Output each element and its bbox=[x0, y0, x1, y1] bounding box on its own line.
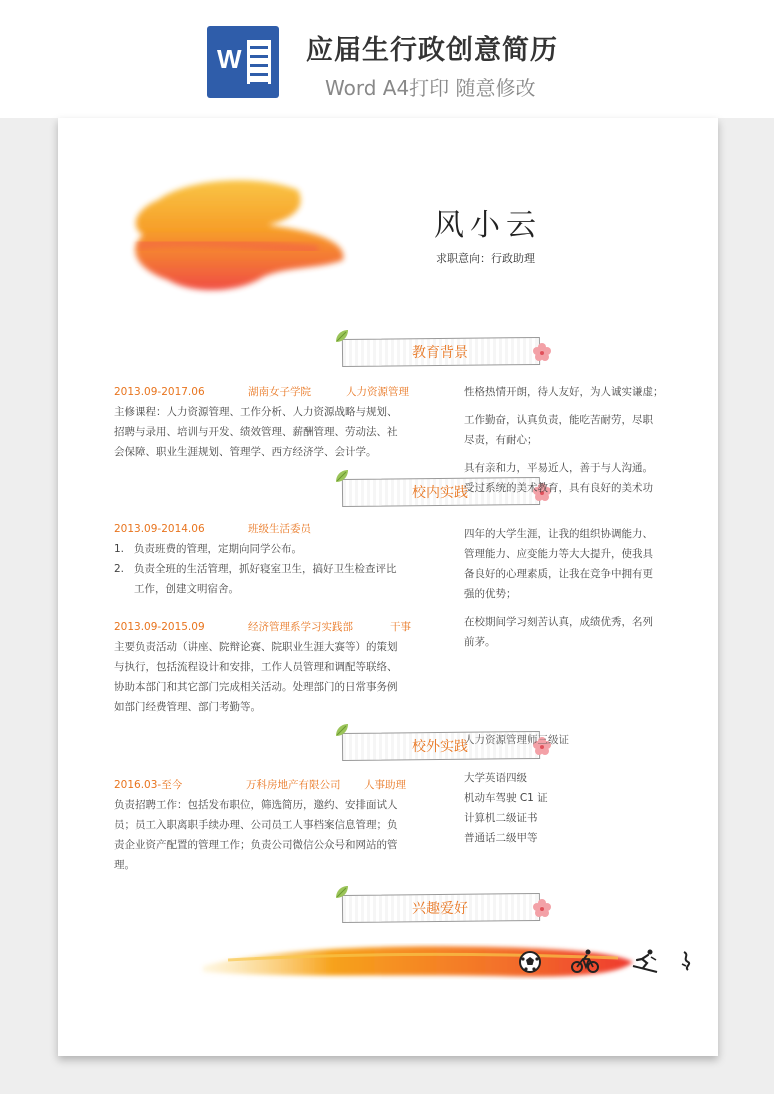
candidate-name: 风小云 bbox=[434, 208, 542, 243]
cert-2: 大学英语四级 bbox=[464, 772, 527, 784]
external-date: 2016.03-至今 bbox=[114, 779, 183, 791]
self-eval-9: 强的优势； bbox=[464, 588, 517, 600]
job-intent: 求职意向：行政助理 bbox=[436, 252, 535, 265]
self-eval-4: 具有亲和力，平易近人，善于与人沟通。 bbox=[464, 462, 653, 474]
cert-4: 计算机二级证书 bbox=[464, 812, 538, 824]
self-eval-5: 受过系统的美术教育，具有良好的美术功 bbox=[464, 482, 653, 494]
campus-1-item-1: 负责班费的管理，定期向同学公布。 bbox=[134, 543, 302, 555]
self-eval-10: 在校期间学习刻苦认真，成绩优秀，名列 bbox=[464, 616, 653, 628]
external-line-3: 责企业资产配置的管理工作；负责公司微信公众号和网站的管 bbox=[114, 839, 398, 851]
cert-1: 人力资源管理师三级证 bbox=[464, 734, 569, 746]
campus-1-item-2-num: 2. bbox=[114, 563, 125, 575]
edu-line-1: 主修课程：人力资源管理、工作分析、人力资源战略与规划、 bbox=[114, 406, 398, 418]
campus-1-org: 班级生活委员 bbox=[248, 523, 311, 535]
edu-date: 2013.09-2017.06 bbox=[114, 386, 205, 398]
header bbox=[0, 0, 774, 118]
campus-2-role: 干事 bbox=[390, 621, 411, 633]
cert-3: 机动车驾驶 C1 证 bbox=[464, 792, 548, 804]
self-eval-7: 管理能力、应变能力等大大提升，使我具 bbox=[464, 548, 653, 560]
campus-1-item-1-num: 1. bbox=[114, 543, 125, 555]
edu-school: 湖南女子学院 bbox=[248, 386, 311, 398]
external-role: 人事助理 bbox=[364, 779, 406, 791]
section-education-title: 教育背景 bbox=[412, 345, 468, 361]
campus-2-line-1: 主要负责活动（讲座、院辩论赛、院职业生涯大赛等）的策划 bbox=[114, 641, 398, 653]
edu-line-2: 招聘与录用、培训与开发、绩效管理、薪酬管理、劳动法、社 bbox=[114, 426, 398, 438]
section-hobby-header bbox=[334, 884, 546, 924]
external-line-1: 负责招聘工作：包括发布职位，筛选简历，邀约、安排面试人 bbox=[114, 799, 398, 811]
self-eval-2: 工作勤奋，认真负责，能吃苦耐劳，尽职 bbox=[464, 414, 653, 426]
section-education-header bbox=[334, 328, 546, 368]
skiing-icon bbox=[630, 948, 660, 974]
watercolor-blob-top-icon bbox=[118, 170, 358, 300]
campus-2-org: 经济管理系学习实践部 bbox=[248, 621, 353, 633]
word-logo-letter: W bbox=[217, 44, 242, 74]
campus-1-item-2-line-2: 工作，创建文明宿舍。 bbox=[134, 583, 239, 595]
campus-1-date: 2013.09-2014.06 bbox=[114, 523, 205, 535]
cycling-icon bbox=[570, 948, 600, 974]
edu-line-3: 会保障、职业生涯规划、管理学、西方经济学、会计学。 bbox=[114, 446, 377, 458]
section-hobby-title: 兴趣爱好 bbox=[412, 901, 468, 917]
campus-2-line-3: 协助本部门和其它部门完成相关活动。处理部门的日常事务例 bbox=[114, 681, 398, 693]
external-company: 万科房地产有限公司 bbox=[246, 779, 341, 791]
campus-2-date: 2013.09-2015.09 bbox=[114, 621, 205, 633]
edu-major: 人力资源管理 bbox=[346, 386, 409, 398]
self-eval-1: 性格热情开朗，待人友好，为人诚实谦虚； bbox=[464, 386, 664, 398]
campus-2-line-4: 如部门经费管理、部门考勤等。 bbox=[114, 701, 261, 713]
external-line-2: 员；员工入职离职手续办理、公司员工人事档案信息管理；负 bbox=[114, 819, 398, 831]
self-eval-3: 尽责，有耐心； bbox=[464, 434, 538, 446]
self-eval-6: 四年的大学生涯，让我的组织协调能力、 bbox=[464, 528, 653, 540]
campus-2-line-2: 与执行，包括流程设计和安排，工作人员管理和调配等联络、 bbox=[114, 661, 398, 673]
football-icon bbox=[518, 950, 542, 974]
resume-page bbox=[58, 118, 718, 1056]
flower-icon bbox=[532, 342, 552, 362]
page-title: 应届生行政创意简历 bbox=[306, 35, 558, 66]
swimming-icon bbox=[680, 950, 694, 974]
section-external-title: 校外实践 bbox=[412, 739, 468, 755]
flower-icon bbox=[532, 898, 552, 918]
self-eval-11: 前茅。 bbox=[464, 636, 496, 648]
cert-5: 普通话二级甲等 bbox=[464, 832, 538, 844]
page-subtitle: Word A4打印 随意修改 bbox=[325, 76, 536, 100]
external-line-4: 理。 bbox=[114, 859, 135, 871]
word-logo-icon bbox=[207, 26, 279, 98]
self-eval-8: 备良好的心理素质，让我在竞争中拥有更 bbox=[464, 568, 653, 580]
section-campus-title: 校内实践 bbox=[412, 485, 468, 501]
campus-1-item-2-line-1: 负责全班的生活管理，抓好寝室卫生，搞好卫生检查评比 bbox=[134, 563, 397, 575]
